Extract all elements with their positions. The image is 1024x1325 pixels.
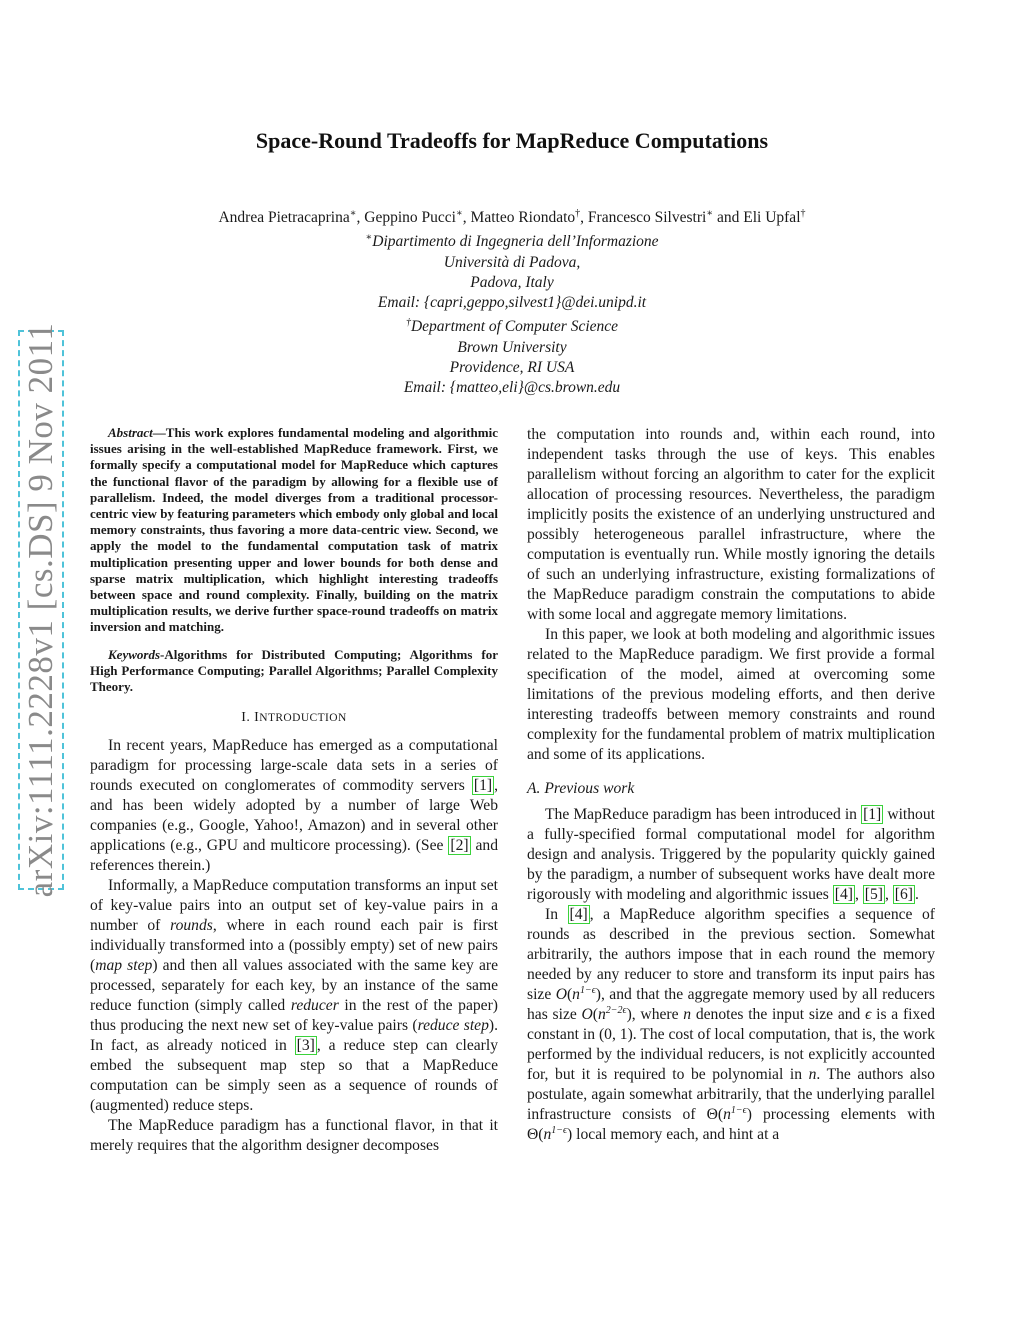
abstract-text: —This work explores fundamental modeling and algorithmic issues arising in the well-established MapReduce framework. First, we formally specify a computational model for MapReduce which captures the functional flavor of the paradigm by allowing for a flexible use of parallelism. Indeed, the model diverges from a traditional processor-centric view by featuring parameters which embody only global and local memory constraints, thus favoring a more data-centric view. Second, we apply the model to the fundamental computation task of matrix multiplication presenting upper and lower bounds for both dense and sparse matrix multiplication, which highlight interesting tradeoffs between space and round complexity. Finally, building on the matrix multiplication results, we derive further space-round tradeoffs on matrix inversion and matching. — [90, 425, 498, 635]
right-column — [527, 425, 935, 1145]
citation-link[interactable]: [3] — [296, 1037, 315, 1055]
intro-paragraph-2: Informally, a MapReduce computation transforms an input set of key-value pairs into an output set of key-value pairs in a number of rounds, where in each round each pair is first individually transformed into a (possibly empty) set of new pairs (map step) and then all values associated with the same key are processed, separately for each key, by an instance of the same reduce function (simply called reducer in the rest of the paper) thus producing the next new set of key-value pairs (reduce step). In fact, as already noticed in [3] , a reduce step can clearly embed the subsequent map step so that a MapReduce computation can be simply seen as a sequence of rounds of (augmented) reduce steps. — [90, 877, 499, 1115]
subsection-heading-previous-work: A. Previous work — [527, 780, 635, 797]
affiliation-line: Università di Padova, — [443, 253, 581, 271]
author-name: Matteo Riondato — [470, 209, 576, 227]
keywords-text: -Algorithms for Distributed Computing; Algorithms for High Performance Computing; Parallel Algorithms; Parallel Complexity Theory. — [90, 646, 498, 695]
keywords-label: Keywords — [108, 646, 160, 662]
math-expression: $\Theta(n^{1-\epsilon})$ — [706, 1104, 752, 1123]
left-column — [90, 425, 498, 1156]
math-variable: ϵ — [865, 1006, 872, 1023]
right-paragraph-3: The MapReduce paradigm has been introduced in [1] without a fully-specified formal computational model for algorithm design and analysis. Triggered by the popularity quickly gained by the paradigm, a number of subsequent works have dealt more rigorously with modeling and algorithmic issues [4] , [5] , [6] . — [527, 806, 935, 903]
math-expression: $O(n^{2-2\epsilon})$ — [581, 1004, 632, 1023]
math-expression: $\Theta(n^{1-\epsilon})$ — [527, 1124, 573, 1143]
affiliation-email: Email: {capri,geppo,silvest1}@dei.unipd.it — [377, 294, 647, 312]
math-variable: n — [683, 1006, 692, 1023]
right-paragraph-4: In [4] , a MapReduce algorithm specifies a sequence of rounds as described in the previous section. Somewhat arbitrarily, the authors impose that in each round the memory needed by any reducer to store and transform its input pairs has size $O(n^{1-\epsilon})$, and that the aggregate memory used by all reducers has size $O(n^{2-2\epsilon})$, where n denotes the input size and ϵ is a fixed constant in (0, 1). The cost of local computation, that is, the work performed by the individual reducers, is not explicitly accounted for, but it is required to be polynomial in n. The authors also postulate, again somewhat arbitrarily, that the underlying parallel infrastructure consists of $\Theta(n^{1-\epsilon})$ processing elements with $\Theta(n^{1-\epsilon})$ local memory each, and hint at a — [527, 906, 936, 1143]
section-heading-introduction: I. INTRODUCTION — [241, 710, 347, 726]
math-variable: n — [808, 1066, 817, 1083]
citation-link[interactable]: [5] — [864, 886, 883, 903]
affiliation-line: ∗Dipartimento di Ingegneria dell’Informazione — [365, 232, 659, 251]
right-paragraph-2: In this paper, we look at both modeling and algorithmic issues related to the MapReduce paradigm. We first provide a formal specification of the model, aimed at overcoming some limitations of the previous modeling efforts, and then derive interesting tradeoffs between memory constraints and round complexity for the fundamental problem of matrix multiplication and some of its applications. — [527, 626, 935, 763]
intro-paragraph-1: In recent years, MapReduce has emerged as a computational paradigm for processing large-scale data sets in a series of rounds executed on conglomerates of commodity servers [1] , and has been widely adopted by a number of large Web companies (e.g., Google, Yahoo!, Amazon) and in several other applications (e.g., GPU and multicore processing). (See [2] and references therein.) — [90, 737, 498, 875]
intro-paragraph-3: The MapReduce paradigm has a functional flavor, in that it merely requires that the algorithm designer decomposes — [90, 1117, 498, 1155]
author-name: Geppino Pucci — [364, 209, 456, 227]
author-name: Eli Upfal — [743, 209, 801, 227]
affiliation-line: †Department of Computer Science — [405, 317, 619, 336]
author-block — [0, 204, 1024, 398]
author-name: Andrea Pietracaprina — [218, 209, 350, 227]
author-name: Francesco Silvestri — [587, 209, 707, 227]
right-paragraph-1: the computation into rounds and, within each round, into independent tasks through the use of keys. This enables parallelism without forcing an algorithm to cater for the explicit allocation of processing resources. Nevertheless, the paradigm implicitly posits the existence of an underlying unstructured and possibly heterogeneous parallel infrastructure, where the computation is eventually run. While mostly ignoring the details of such an underlying infrastructure, existing formalizations of the MapReduce paradigm constrain the computations to abide with some local and aggregate memory limitations. — [527, 426, 935, 623]
math-interval: (0, 1) — [598, 1026, 633, 1043]
abstract-label: Abstract — [108, 425, 153, 440]
citation-link[interactable]: [4] — [834, 886, 853, 903]
arxiv-identifier-stamp — [18, 322, 64, 898]
affiliation-line: Padova, Italy — [470, 273, 554, 291]
abstract — [90, 425, 498, 636]
citation-link[interactable]: [4] — [569, 906, 588, 923]
author-list: Andrea Pietracaprina∗, Geppino Pucci∗, Matteo Riondato†, Francesco Silvestri∗ and Eli Upfal† — [218, 208, 806, 227]
paper-title: Space-Round Tradeoffs for MapReduce Computations — [255, 128, 769, 153]
citation-link[interactable]: [1] — [863, 806, 882, 823]
affiliation-email: Email: {matteo,eli}@cs.brown.edu — [403, 379, 621, 397]
math-expression: $O(n^{1-\epsilon})$ — [555, 984, 601, 1003]
affiliation-line: Brown University — [457, 338, 567, 356]
arxiv-identifier: arXiv:1111.2228v1 [cs.DS] 9 Nov 2011 — [21, 322, 60, 898]
citation-link[interactable]: [1] — [473, 777, 493, 795]
citation-link[interactable]: [2] — [450, 837, 469, 855]
citation-link[interactable]: [6] — [894, 886, 913, 903]
keywords — [90, 647, 498, 696]
affiliation-line: Providence, RI USA — [449, 358, 575, 376]
